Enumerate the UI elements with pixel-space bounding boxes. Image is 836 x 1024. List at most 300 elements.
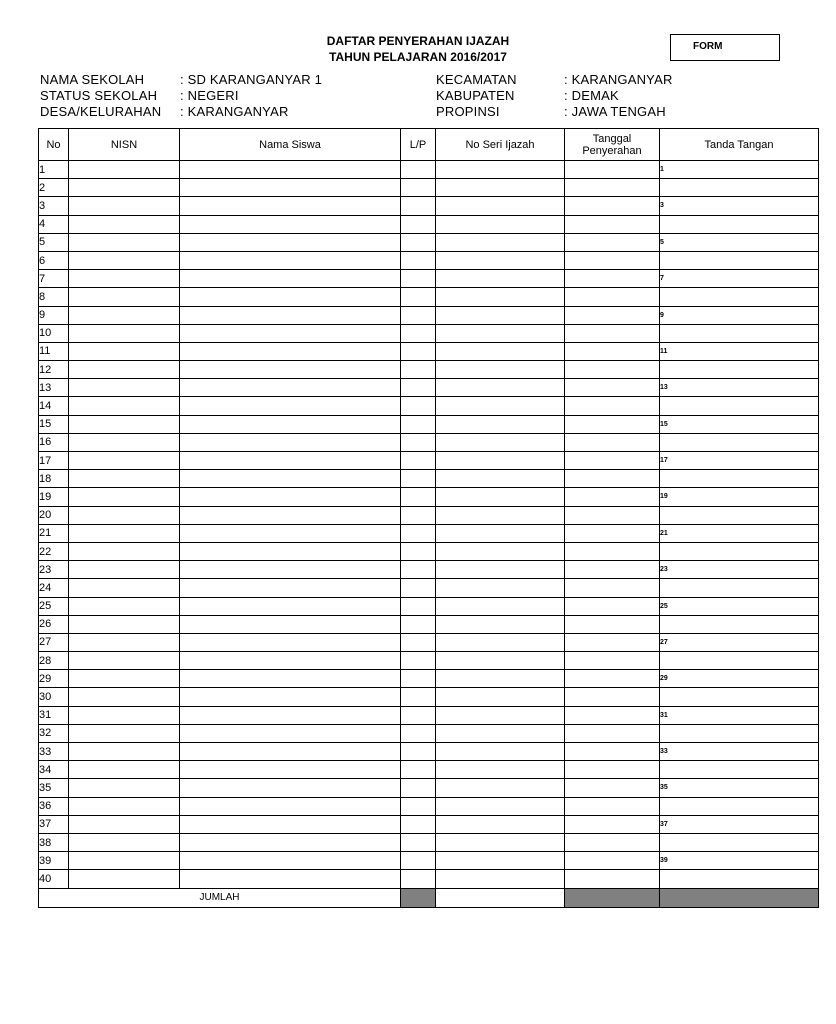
tanggal-penyerahan-cell[interactable] [565,797,660,815]
nama-siswa-cell[interactable] [180,452,401,470]
nama-siswa-cell[interactable] [180,706,401,724]
tanggal-penyerahan-cell[interactable] [565,433,660,451]
table-row [39,342,819,360]
lp-cell[interactable] [401,670,436,688]
nisn-cell[interactable] [69,633,180,651]
tanda-tangan-cell[interactable] [660,652,819,670]
tanda-tangan-cell[interactable]: 3 [660,197,819,215]
no-seri-ijazah-cell[interactable] [436,815,565,833]
tanda-tangan-cell[interactable] [660,397,819,415]
tanggal-penyerahan-cell[interactable] [565,215,660,233]
nama-siswa-cell[interactable] [180,579,401,597]
info-value-desa: : KARANGANYAR [180,104,289,119]
nama-siswa-cell[interactable] [180,561,401,579]
nama-siswa-cell[interactable] [180,506,401,524]
tanggal-penyerahan-cell[interactable] [565,306,660,324]
row-number: 25 [39,597,69,615]
nisn-cell[interactable] [69,724,180,742]
tanggal-penyerahan-cell[interactable] [565,542,660,560]
col-header-no: No [39,129,69,161]
col-header-tanggal-penyerahan: Tanggal Penyerahan [565,129,660,161]
lp-cell[interactable] [401,761,436,779]
tanggal-penyerahan-cell[interactable] [565,597,660,615]
tanggal-penyerahan-cell[interactable] [565,342,660,360]
nama-siswa-cell[interactable] [180,670,401,688]
tanda-tangan-cell[interactable]: 27 [660,633,819,651]
tanggal-penyerahan-cell[interactable] [565,688,660,706]
table-row [39,488,819,506]
lp-cell[interactable] [401,324,436,342]
lp-cell[interactable] [401,524,436,542]
lp-cell[interactable] [401,251,436,269]
no-seri-ijazah-cell[interactable] [436,706,565,724]
tanda-tangan-cell[interactable]: 13 [660,379,819,397]
tanggal-penyerahan-cell[interactable] [565,761,660,779]
tanggal-penyerahan-cell[interactable] [565,161,660,179]
no-seri-ijazah-cell[interactable] [436,561,565,579]
row-number: 28 [39,652,69,670]
tanggal-penyerahan-cell[interactable] [565,524,660,542]
no-seri-ijazah-cell[interactable] [436,161,565,179]
lp-cell[interactable] [401,361,436,379]
nama-siswa-cell[interactable] [180,324,401,342]
nisn-cell[interactable] [69,415,180,433]
nama-siswa-cell[interactable] [180,342,401,360]
tanggal-penyerahan-cell[interactable] [565,743,660,761]
no-seri-ijazah-cell[interactable] [436,361,565,379]
no-seri-ijazah-cell[interactable] [436,524,565,542]
table-row [39,161,819,179]
nama-siswa-cell[interactable] [180,615,401,633]
lp-cell[interactable] [401,215,436,233]
no-seri-ijazah-cell[interactable] [436,379,565,397]
tanda-tangan-cell[interactable]: 21 [660,524,819,542]
lp-cell[interactable] [401,233,436,251]
lp-cell[interactable] [401,470,436,488]
lp-cell[interactable] [401,197,436,215]
tanggal-penyerahan-cell[interactable] [565,833,660,851]
tanda-tangan-cell[interactable] [660,324,819,342]
nisn-cell[interactable] [69,342,180,360]
tanda-tangan-cell[interactable] [660,797,819,815]
table-row [39,542,819,560]
tanggal-penyerahan-cell[interactable] [565,470,660,488]
nisn-cell[interactable] [69,324,180,342]
nama-siswa-cell[interactable] [180,724,401,742]
nama-siswa-cell[interactable] [180,779,401,797]
total-ttd-cell [660,888,819,907]
nama-siswa-cell[interactable] [180,743,401,761]
nama-siswa-cell[interactable] [180,597,401,615]
tanggal-penyerahan-cell[interactable] [565,233,660,251]
no-seri-ijazah-cell[interactable] [436,197,565,215]
lp-cell[interactable] [401,724,436,742]
no-seri-ijazah-cell[interactable] [436,597,565,615]
table-row [39,379,819,397]
no-seri-ijazah-cell[interactable] [436,433,565,451]
nisn-cell[interactable] [69,688,180,706]
tanda-tangan-cell[interactable] [660,361,819,379]
table-row [39,361,819,379]
nama-siswa-cell[interactable] [180,361,401,379]
nisn-cell[interactable] [69,797,180,815]
tanggal-penyerahan-cell[interactable] [565,852,660,870]
tanggal-penyerahan-cell[interactable] [565,706,660,724]
lp-cell[interactable] [401,815,436,833]
row-number: 21 [39,524,69,542]
lp-cell[interactable] [401,615,436,633]
table-row [39,306,819,324]
tanggal-penyerahan-cell[interactable] [565,506,660,524]
nisn-cell[interactable] [69,251,180,269]
nama-siswa-cell[interactable] [180,815,401,833]
nisn-cell[interactable] [69,288,180,306]
nama-siswa-cell[interactable] [180,197,401,215]
lp-cell[interactable] [401,270,436,288]
no-seri-ijazah-cell[interactable] [436,342,565,360]
nisn-cell[interactable] [69,397,180,415]
tanggal-penyerahan-cell[interactable] [565,779,660,797]
lp-cell[interactable] [401,633,436,651]
tanggal-penyerahan-cell[interactable] [565,179,660,197]
no-seri-ijazah-cell[interactable] [436,506,565,524]
info-value-status-sekolah: : NEGERI [180,88,239,103]
no-seri-ijazah-cell[interactable] [436,833,565,851]
nama-siswa-cell[interactable] [180,251,401,269]
nama-siswa-cell[interactable] [180,488,401,506]
nisn-cell[interactable] [69,579,180,597]
no-seri-ijazah-cell[interactable] [436,179,565,197]
info-label-status-sekolah: STATUS SEKOLAH [40,88,158,103]
tanda-tangan-cell[interactable]: 15 [660,415,819,433]
nama-siswa-cell[interactable] [180,761,401,779]
no-seri-ijazah-cell[interactable] [436,779,565,797]
nisn-cell[interactable] [69,743,180,761]
nama-siswa-cell[interactable] [180,379,401,397]
info-label-desa: DESA/KELURAHAN [40,104,162,119]
lp-cell[interactable] [401,579,436,597]
tanggal-penyerahan-cell[interactable] [565,652,660,670]
col-header-nisn: NISN [69,129,180,161]
row-number: 1 [39,161,69,179]
row-number: 20 [39,506,69,524]
no-seri-ijazah-cell[interactable] [436,743,565,761]
tanda-tangan-cell[interactable] [660,870,819,888]
no-seri-ijazah-cell[interactable] [436,452,565,470]
tanda-tangan-cell[interactable]: 19 [660,488,819,506]
nisn-cell[interactable] [69,670,180,688]
table-row [39,724,819,742]
tanda-tangan-cell[interactable] [660,506,819,524]
nisn-cell[interactable] [69,524,180,542]
nisn-cell[interactable] [69,542,180,560]
no-seri-ijazah-cell[interactable] [436,852,565,870]
table-row [39,852,819,870]
nisn-cell[interactable] [69,652,180,670]
nama-siswa-cell[interactable] [180,524,401,542]
no-seri-ijazah-cell[interactable] [436,542,565,560]
row-number: 23 [39,561,69,579]
tanggal-penyerahan-cell[interactable] [565,815,660,833]
nisn-cell[interactable] [69,379,180,397]
info-value-nama-sekolah: : SD KARANGANYAR 1 [180,72,323,87]
no-seri-ijazah-cell[interactable] [436,270,565,288]
info-value-kecamatan: : KARANGANYAR [564,72,673,87]
table-row [39,833,819,851]
nama-siswa-cell[interactable] [180,270,401,288]
lp-cell[interactable] [401,561,436,579]
tanggal-penyerahan-cell[interactable] [565,870,660,888]
no-seri-ijazah-cell[interactable] [436,233,565,251]
table-row [39,233,819,251]
no-seri-ijazah-cell[interactable] [436,670,565,688]
no-seri-ijazah-cell[interactable] [436,397,565,415]
no-seri-ijazah-cell[interactable] [436,724,565,742]
table-row [39,761,819,779]
table-row [39,815,819,833]
lp-cell[interactable] [401,397,436,415]
nisn-cell[interactable] [69,452,180,470]
no-seri-ijazah-cell[interactable] [436,415,565,433]
lp-cell[interactable] [401,161,436,179]
no-seri-ijazah-cell[interactable] [436,579,565,597]
tanggal-penyerahan-cell[interactable] [565,724,660,742]
no-seri-ijazah-cell[interactable] [436,215,565,233]
tanggal-penyerahan-cell[interactable] [565,615,660,633]
nama-siswa-cell[interactable] [180,215,401,233]
lp-cell[interactable] [401,743,436,761]
nisn-cell[interactable] [69,233,180,251]
tanda-tangan-cell[interactable]: 17 [660,452,819,470]
tanggal-penyerahan-cell[interactable] [565,633,660,651]
tanda-tangan-cell[interactable]: 29 [660,670,819,688]
nama-siswa-cell[interactable] [180,852,401,870]
tanggal-penyerahan-cell[interactable] [565,270,660,288]
no-seri-ijazah-cell[interactable] [436,761,565,779]
lp-cell[interactable] [401,597,436,615]
tanda-tangan-cell[interactable]: 33 [660,743,819,761]
row-number: 5 [39,233,69,251]
tanda-tangan-cell[interactable] [660,470,819,488]
no-seri-ijazah-cell[interactable] [436,870,565,888]
nisn-cell[interactable] [69,706,180,724]
total-row [39,888,819,907]
lp-cell[interactable] [401,342,436,360]
tanda-tangan-cell[interactable] [660,542,819,560]
tanda-tangan-cell[interactable] [660,688,819,706]
info-label-propinsi: PROPINSI [436,104,500,119]
table-row [39,215,819,233]
row-number: 26 [39,615,69,633]
tanda-tangan-cell[interactable]: 31 [660,706,819,724]
nama-siswa-cell[interactable] [180,306,401,324]
nama-siswa-cell[interactable] [180,415,401,433]
lp-cell[interactable] [401,433,436,451]
tanda-tangan-cell[interactable]: 39 [660,852,819,870]
row-number: 30 [39,688,69,706]
nisn-cell[interactable] [69,870,180,888]
lp-cell[interactable] [401,488,436,506]
tanda-tangan-cell[interactable] [660,724,819,742]
nama-siswa-cell[interactable] [180,542,401,560]
lp-cell[interactable] [401,379,436,397]
nama-siswa-cell[interactable] [180,433,401,451]
table-row [39,415,819,433]
row-number: 2 [39,179,69,197]
no-seri-ijazah-cell[interactable] [436,470,565,488]
col-header-nama-siswa: Nama Siswa [180,129,401,161]
info-value-kabupaten: : DEMAK [564,88,619,103]
lp-cell[interactable] [401,288,436,306]
nama-siswa-cell[interactable] [180,470,401,488]
no-seri-ijazah-cell[interactable] [436,288,565,306]
table-row [39,688,819,706]
tanggal-penyerahan-cell[interactable] [565,670,660,688]
total-label: JUMLAH [39,888,401,907]
tanggal-penyerahan-cell[interactable] [565,197,660,215]
lp-cell[interactable] [401,415,436,433]
table-body [39,161,819,889]
nama-siswa-cell[interactable] [180,633,401,651]
tanggal-penyerahan-cell[interactable] [565,415,660,433]
lp-cell[interactable] [401,306,436,324]
row-number: 27 [39,633,69,651]
tanda-tangan-cell[interactable] [660,215,819,233]
total-seri-cell [436,888,565,907]
tanda-tangan-cell[interactable]: 23 [660,561,819,579]
lp-cell[interactable] [401,706,436,724]
lp-cell[interactable] [401,452,436,470]
nama-siswa-cell[interactable] [180,397,401,415]
nisn-cell[interactable] [69,433,180,451]
no-seri-ijazah-cell[interactable] [436,633,565,651]
info-label-kabupaten: KABUPATEN [436,88,515,103]
tanggal-penyerahan-cell[interactable] [565,561,660,579]
lp-cell[interactable] [401,779,436,797]
nisn-cell[interactable] [69,270,180,288]
lp-cell[interactable] [401,833,436,851]
tanda-tangan-cell[interactable]: 25 [660,597,819,615]
lp-cell[interactable] [401,179,436,197]
nisn-cell[interactable] [69,852,180,870]
no-seri-ijazah-cell[interactable] [436,797,565,815]
nisn-cell[interactable] [69,179,180,197]
tanggal-penyerahan-cell[interactable] [565,251,660,269]
nisn-cell[interactable] [69,488,180,506]
nisn-cell[interactable] [69,815,180,833]
tanggal-penyerahan-cell[interactable] [565,324,660,342]
nama-siswa-cell[interactable] [180,233,401,251]
lp-cell[interactable] [401,870,436,888]
tanda-tangan-cell[interactable]: 1 [660,161,819,179]
tanda-tangan-cell[interactable]: 37 [660,815,819,833]
nisn-cell[interactable] [69,215,180,233]
tanda-tangan-cell[interactable] [660,179,819,197]
tanda-tangan-cell[interactable]: 9 [660,306,819,324]
tanda-tangan-cell[interactable] [660,433,819,451]
nama-siswa-cell[interactable] [180,833,401,851]
nisn-cell[interactable] [69,615,180,633]
nisn-cell[interactable] [69,561,180,579]
no-seri-ijazah-cell[interactable] [436,251,565,269]
tanggal-penyerahan-cell[interactable] [565,361,660,379]
tanggal-penyerahan-cell[interactable] [565,397,660,415]
nama-siswa-cell[interactable] [180,652,401,670]
nisn-cell[interactable] [69,361,180,379]
lp-cell[interactable] [401,852,436,870]
nisn-cell[interactable] [69,197,180,215]
no-seri-ijazah-cell[interactable] [436,306,565,324]
nisn-cell[interactable] [69,779,180,797]
tanda-tangan-cell[interactable] [660,761,819,779]
lp-cell[interactable] [401,688,436,706]
nama-siswa-cell[interactable] [180,797,401,815]
nisn-cell[interactable] [69,470,180,488]
nisn-cell[interactable] [69,306,180,324]
no-seri-ijazah-cell[interactable] [436,488,565,506]
tanda-tangan-cell[interactable]: 5 [660,233,819,251]
table-row [39,670,819,688]
row-number: 16 [39,433,69,451]
tanggal-penyerahan-cell[interactable] [565,452,660,470]
tanda-tangan-cell[interactable]: 7 [660,270,819,288]
row-number: 6 [39,251,69,269]
tanda-tangan-cell[interactable]: 11 [660,342,819,360]
tanda-tangan-cell[interactable] [660,833,819,851]
col-header-lp: L/P [401,129,436,161]
nisn-cell[interactable] [69,761,180,779]
table-row [39,197,819,215]
nama-siswa-cell[interactable] [180,688,401,706]
tanda-tangan-cell[interactable] [660,288,819,306]
tanggal-penyerahan-cell[interactable] [565,488,660,506]
table-row [39,870,819,888]
no-seri-ijazah-cell[interactable] [436,652,565,670]
col-header-tanda-tangan: Tanda Tangan [660,129,819,161]
row-number: 8 [39,288,69,306]
row-number: 34 [39,761,69,779]
lp-cell[interactable] [401,542,436,560]
tanda-tangan-cell[interactable] [660,251,819,269]
tanggal-penyerahan-cell[interactable] [565,379,660,397]
nama-siswa-cell[interactable] [180,161,401,179]
nama-siswa-cell[interactable] [180,179,401,197]
table-row [39,270,819,288]
tanggal-penyerahan-cell[interactable] [565,579,660,597]
form-label-box: FORM [670,34,780,61]
tanda-tangan-cell[interactable] [660,615,819,633]
lp-cell[interactable] [401,797,436,815]
nisn-cell[interactable] [69,161,180,179]
tanda-tangan-cell[interactable] [660,579,819,597]
row-number: 35 [39,779,69,797]
row-number: 13 [39,379,69,397]
lp-cell[interactable] [401,506,436,524]
nisn-cell[interactable] [69,833,180,851]
nama-siswa-cell[interactable] [180,288,401,306]
nisn-cell[interactable] [69,506,180,524]
no-seri-ijazah-cell[interactable] [436,688,565,706]
nama-siswa-cell[interactable] [180,870,401,888]
row-number: 24 [39,579,69,597]
no-seri-ijazah-cell[interactable] [436,324,565,342]
row-number: 14 [39,397,69,415]
tanda-tangan-cell[interactable]: 35 [660,779,819,797]
lp-cell[interactable] [401,652,436,670]
tanggal-penyerahan-cell[interactable] [565,288,660,306]
no-seri-ijazah-cell[interactable] [436,615,565,633]
nisn-cell[interactable] [69,597,180,615]
